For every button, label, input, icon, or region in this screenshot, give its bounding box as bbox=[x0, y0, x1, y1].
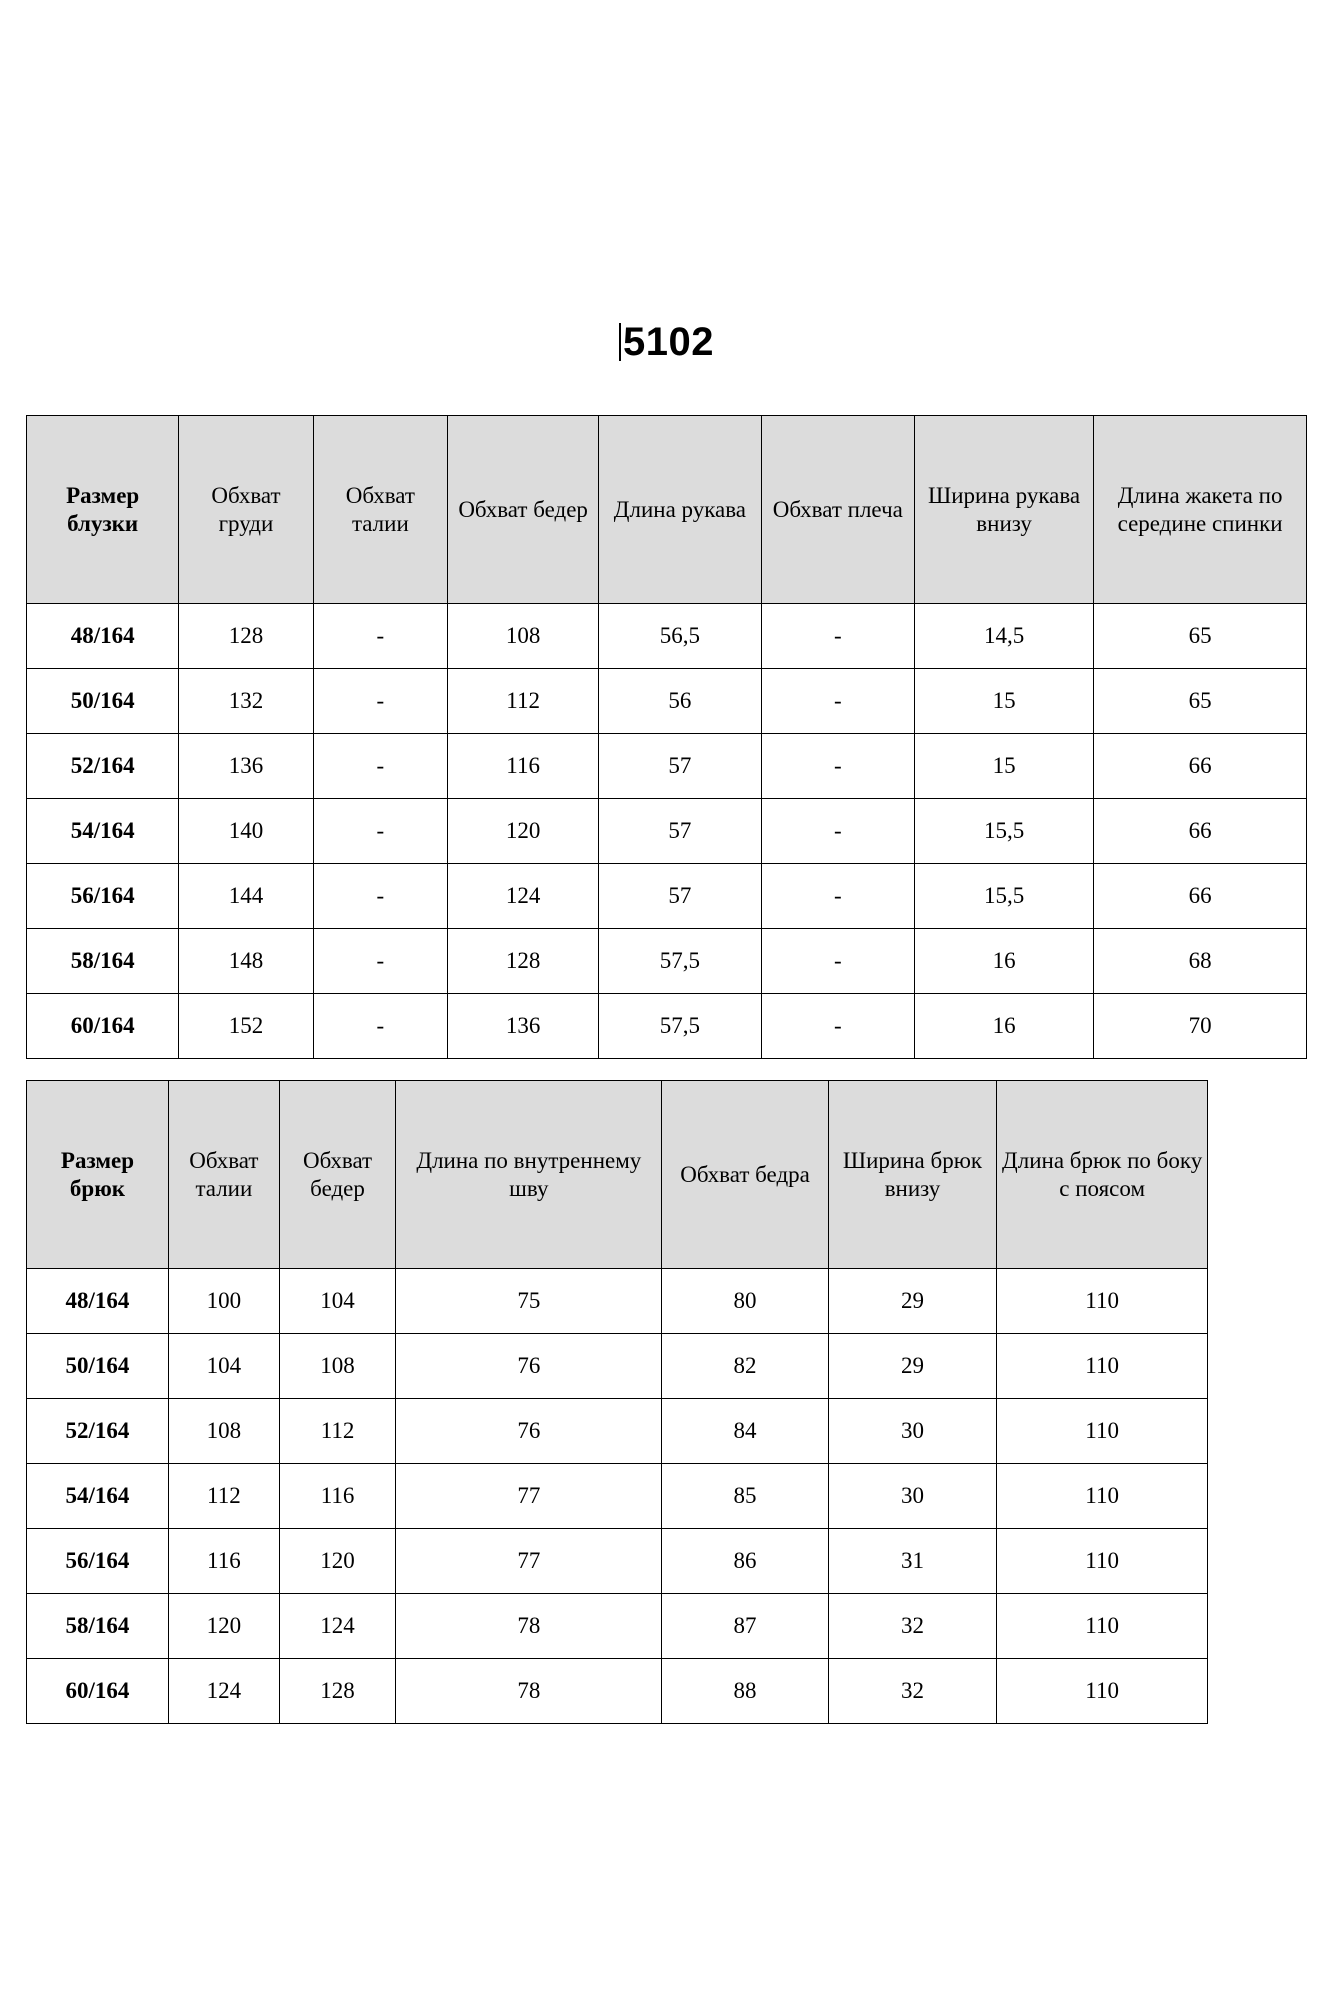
cell-sleeve-length: 57 bbox=[599, 734, 761, 799]
column-header-sleeve-width-bottom: Ширина рукава внизу bbox=[915, 416, 1094, 604]
cell-thigh-girth: 84 bbox=[662, 1399, 828, 1464]
cell-sleeve-length: 57,5 bbox=[599, 929, 761, 994]
cell-size: 48/164 bbox=[27, 604, 179, 669]
cell-side-length-with-waistband: 110 bbox=[997, 1594, 1208, 1659]
cell-hips: 112 bbox=[448, 669, 599, 734]
cell-leg-width-bottom: 30 bbox=[828, 1399, 997, 1464]
column-header-trousers-size: Размер брюк bbox=[27, 1081, 169, 1269]
cell-hips: 104 bbox=[279, 1269, 395, 1334]
cell-hips: 108 bbox=[279, 1334, 395, 1399]
cell-bust: 136 bbox=[179, 734, 313, 799]
column-header-size: Размер блузки bbox=[27, 416, 179, 604]
table-row bbox=[27, 604, 1307, 669]
table-row bbox=[27, 669, 1307, 734]
cell-sleeve-width-bottom: 16 bbox=[915, 994, 1094, 1059]
cell-hips: 136 bbox=[448, 994, 599, 1059]
cell-thigh-girth: 85 bbox=[662, 1464, 828, 1529]
table-row bbox=[27, 1659, 1208, 1724]
cell-leg-width-bottom: 30 bbox=[828, 1464, 997, 1529]
cell-hips: 116 bbox=[448, 734, 599, 799]
cell-shoulder-girth: - bbox=[761, 734, 914, 799]
cell-waist: - bbox=[313, 669, 447, 734]
cell-jacket-back-length: 66 bbox=[1094, 799, 1307, 864]
cell-size: 50/164 bbox=[27, 669, 179, 734]
cell-sleeve-length: 57 bbox=[599, 864, 761, 929]
cell-thigh-girth: 88 bbox=[662, 1659, 828, 1724]
column-header-sleeve-length: Длина рукава bbox=[599, 416, 761, 604]
cell-hips: 116 bbox=[279, 1464, 395, 1529]
cell-trousers-size: 50/164 bbox=[27, 1334, 169, 1399]
cell-shoulder-girth: - bbox=[761, 604, 914, 669]
cell-sleeve-width-bottom: 15 bbox=[915, 734, 1094, 799]
cell-hips: 120 bbox=[448, 799, 599, 864]
text-cursor bbox=[619, 323, 621, 361]
column-header-hips: Обхват бедер bbox=[279, 1081, 395, 1269]
cell-trousers-size: 54/164 bbox=[27, 1464, 169, 1529]
cell-waist: - bbox=[313, 604, 447, 669]
page-title-text: 5102 bbox=[623, 320, 714, 364]
table-row bbox=[27, 1399, 1208, 1464]
cell-hips: 108 bbox=[448, 604, 599, 669]
cell-bust: 152 bbox=[179, 994, 313, 1059]
cell-side-length-with-waistband: 110 bbox=[997, 1399, 1208, 1464]
cell-thigh-girth: 87 bbox=[662, 1594, 828, 1659]
column-header-leg-width-bottom: Ширина брюк внизу bbox=[828, 1081, 997, 1269]
cell-sleeve-width-bottom: 14,5 bbox=[915, 604, 1094, 669]
cell-leg-width-bottom: 29 bbox=[828, 1269, 997, 1334]
column-header-shoulder-girth: Обхват плеча bbox=[761, 416, 914, 604]
cell-thigh-girth: 82 bbox=[662, 1334, 828, 1399]
cell-size: 56/164 bbox=[27, 864, 179, 929]
cell-leg-width-bottom: 32 bbox=[828, 1594, 997, 1659]
cell-side-length-with-waistband: 110 bbox=[997, 1269, 1208, 1334]
table-row bbox=[27, 734, 1307, 799]
table-header-row bbox=[27, 416, 1307, 604]
column-header-waist: Обхват талии bbox=[313, 416, 447, 604]
cell-waist: 104 bbox=[168, 1334, 279, 1399]
cell-waist: - bbox=[313, 864, 447, 929]
table-row bbox=[27, 1269, 1208, 1334]
cell-size: 54/164 bbox=[27, 799, 179, 864]
blouse-jacket-size-table bbox=[26, 415, 1307, 1059]
cell-size: 52/164 bbox=[27, 734, 179, 799]
cell-sleeve-length: 57 bbox=[599, 799, 761, 864]
cell-inseam-length: 76 bbox=[396, 1334, 662, 1399]
cell-hips: 112 bbox=[279, 1399, 395, 1464]
column-header-side-length-with-waistband: Длина брюк по боку с поясом bbox=[997, 1081, 1208, 1269]
cell-shoulder-girth: - bbox=[761, 799, 914, 864]
cell-side-length-with-waistband: 110 bbox=[997, 1529, 1208, 1594]
cell-inseam-length: 78 bbox=[396, 1659, 662, 1724]
cell-trousers-size: 52/164 bbox=[27, 1399, 169, 1464]
cell-thigh-girth: 86 bbox=[662, 1529, 828, 1594]
cell-jacket-back-length: 68 bbox=[1094, 929, 1307, 994]
cell-sleeve-width-bottom: 15,5 bbox=[915, 799, 1094, 864]
cell-waist: 116 bbox=[168, 1529, 279, 1594]
cell-shoulder-girth: - bbox=[761, 929, 914, 994]
cell-hips: 124 bbox=[279, 1594, 395, 1659]
cell-sleeve-length: 56,5 bbox=[599, 604, 761, 669]
table-row bbox=[27, 799, 1307, 864]
cell-waist: 108 bbox=[168, 1399, 279, 1464]
cell-size: 60/164 bbox=[27, 994, 179, 1059]
cell-jacket-back-length: 70 bbox=[1094, 994, 1307, 1059]
column-header-jacket-back-length: Длина жакета по середине спинки bbox=[1094, 416, 1307, 604]
cell-waist: 124 bbox=[168, 1659, 279, 1724]
cell-side-length-with-waistband: 110 bbox=[997, 1659, 1208, 1724]
cell-trousers-size: 58/164 bbox=[27, 1594, 169, 1659]
cell-shoulder-girth: - bbox=[761, 864, 914, 929]
cell-waist: 120 bbox=[168, 1594, 279, 1659]
column-header-waist: Обхват талии bbox=[168, 1081, 279, 1269]
cell-sleeve-length: 57,5 bbox=[599, 994, 761, 1059]
column-header-hips: Обхват бедер bbox=[448, 416, 599, 604]
cell-jacket-back-length: 66 bbox=[1094, 734, 1307, 799]
cell-sleeve-width-bottom: 15,5 bbox=[915, 864, 1094, 929]
table-row bbox=[27, 1529, 1208, 1594]
cell-bust: 140 bbox=[179, 799, 313, 864]
table-row bbox=[27, 1464, 1208, 1529]
cell-leg-width-bottom: 29 bbox=[828, 1334, 997, 1399]
cell-hips: 128 bbox=[448, 929, 599, 994]
table-header-row bbox=[27, 1081, 1208, 1269]
cell-bust: 144 bbox=[179, 864, 313, 929]
cell-thigh-girth: 80 bbox=[662, 1269, 828, 1334]
cell-trousers-size: 48/164 bbox=[27, 1269, 169, 1334]
cell-inseam-length: 77 bbox=[396, 1529, 662, 1594]
table-row bbox=[27, 1594, 1208, 1659]
cell-leg-width-bottom: 31 bbox=[828, 1529, 997, 1594]
cell-bust: 148 bbox=[179, 929, 313, 994]
cell-trousers-size: 60/164 bbox=[27, 1659, 169, 1724]
trousers-size-table bbox=[26, 1080, 1208, 1724]
cell-inseam-length: 76 bbox=[396, 1399, 662, 1464]
page-title bbox=[0, 320, 1333, 365]
cell-waist: - bbox=[313, 799, 447, 864]
blouse-jacket-size-table-container bbox=[26, 415, 1307, 1059]
cell-waist: - bbox=[313, 994, 447, 1059]
cell-hips: 124 bbox=[448, 864, 599, 929]
cell-waist: 100 bbox=[168, 1269, 279, 1334]
cell-hips: 128 bbox=[279, 1659, 395, 1724]
cell-size: 58/164 bbox=[27, 929, 179, 994]
cell-sleeve-width-bottom: 15 bbox=[915, 669, 1094, 734]
cell-shoulder-girth: - bbox=[761, 994, 914, 1059]
cell-sleeve-length: 56 bbox=[599, 669, 761, 734]
cell-side-length-with-waistband: 110 bbox=[997, 1464, 1208, 1529]
cell-inseam-length: 77 bbox=[396, 1464, 662, 1529]
cell-leg-width-bottom: 32 bbox=[828, 1659, 997, 1724]
trousers-size-table-container bbox=[26, 1080, 1208, 1724]
cell-waist: 112 bbox=[168, 1464, 279, 1529]
cell-bust: 128 bbox=[179, 604, 313, 669]
cell-sleeve-width-bottom: 16 bbox=[915, 929, 1094, 994]
cell-inseam-length: 75 bbox=[396, 1269, 662, 1334]
cell-shoulder-girth: - bbox=[761, 669, 914, 734]
column-header-bust: Обхват груди bbox=[179, 416, 313, 604]
cell-jacket-back-length: 65 bbox=[1094, 669, 1307, 734]
cell-side-length-with-waistband: 110 bbox=[997, 1334, 1208, 1399]
cell-inseam-length: 78 bbox=[396, 1594, 662, 1659]
table-row bbox=[27, 1334, 1208, 1399]
cell-trousers-size: 56/164 bbox=[27, 1529, 169, 1594]
table-row bbox=[27, 864, 1307, 929]
cell-hips: 120 bbox=[279, 1529, 395, 1594]
cell-waist: - bbox=[313, 929, 447, 994]
cell-waist: - bbox=[313, 734, 447, 799]
cell-jacket-back-length: 65 bbox=[1094, 604, 1307, 669]
table-row bbox=[27, 994, 1307, 1059]
column-header-thigh-girth: Обхват бедра bbox=[662, 1081, 828, 1269]
column-header-inseam-length: Длина по внутреннему шву bbox=[396, 1081, 662, 1269]
table-row bbox=[27, 929, 1307, 994]
cell-bust: 132 bbox=[179, 669, 313, 734]
cell-jacket-back-length: 66 bbox=[1094, 864, 1307, 929]
